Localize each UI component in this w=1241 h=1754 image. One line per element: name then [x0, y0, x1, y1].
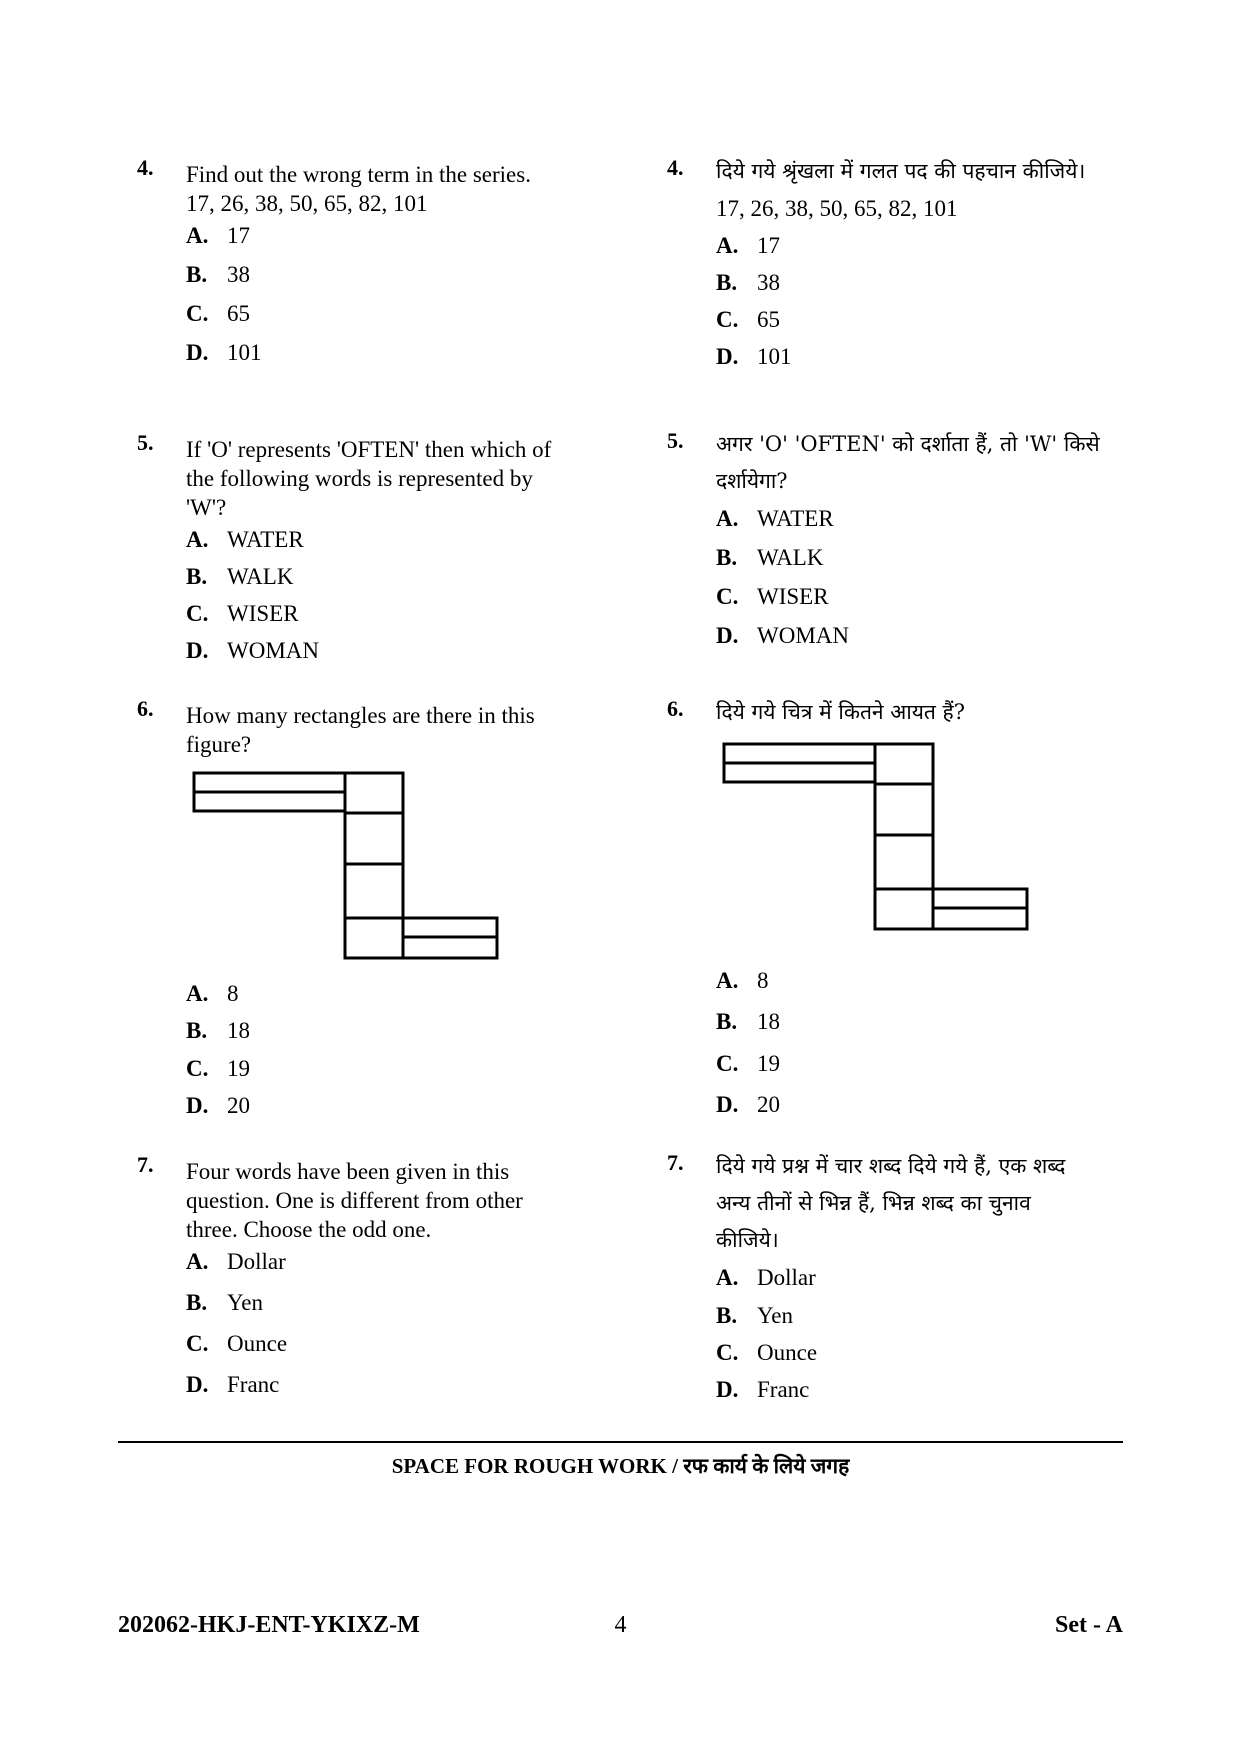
question-number: 7.	[137, 1152, 154, 1177]
option-c[interactable]: C. Ounce	[716, 1340, 818, 1365]
option-b[interactable]: B. WALK	[716, 545, 824, 570]
cell-2	[875, 784, 933, 835]
question-text: If 'O' represents 'OFTEN' then which of the following words is represented by 'W'?	[186, 437, 552, 520]
option-b[interactable]: B. 38	[716, 270, 780, 295]
question-number: 6.	[667, 696, 684, 721]
option-d[interactable]: D. WOMAN	[716, 623, 849, 648]
question-text: दिये गये श्रृंखला में गलत पद की पहचान कीजिये। 17, 26, 38, 50, 65, 82, 101	[716, 159, 1086, 221]
question-text: दिये गये प्रश्न में चार शब्द दिये गये हैं, एक शब्द अन्य तीनों से भिन्न हैं, भिन्न शब्द का चुनाव कीजिये।	[716, 1154, 1066, 1252]
cell-1	[345, 773, 403, 813]
option-c[interactable]: C. 65	[716, 307, 780, 332]
paper-code: 202062-HKJ-ENT-YKIXZ-M	[118, 1612, 420, 1638]
option-a[interactable]: A. WATER	[186, 527, 304, 552]
option-c[interactable]: C. 65	[186, 301, 250, 326]
option-b[interactable]: B. 18	[186, 1018, 250, 1043]
bar-right-bottom	[933, 908, 1027, 929]
question-number: 5.	[137, 430, 154, 455]
option-b[interactable]: B. 38	[186, 262, 250, 287]
cell-4	[875, 889, 933, 929]
cell-3	[345, 864, 403, 918]
bar-right-top	[403, 918, 497, 937]
set-label: Set - A	[1055, 1612, 1123, 1638]
option-d[interactable]: D. Franc	[186, 1372, 280, 1397]
rectangle-figure	[192, 771, 502, 971]
cell-3	[875, 835, 933, 889]
option-a[interactable]: A. Dollar	[186, 1249, 286, 1274]
bar-bottom	[194, 792, 345, 811]
option-d[interactable]: D. 20	[186, 1093, 250, 1118]
option-a[interactable]: A. 17	[716, 233, 780, 258]
option-c[interactable]: C. Ounce	[186, 1331, 288, 1356]
bar-bottom	[724, 763, 875, 782]
cell-1	[875, 744, 933, 784]
option-a[interactable]: A. WATER	[716, 506, 834, 531]
option-d[interactable]: D. Franc	[716, 1377, 810, 1402]
option-b[interactable]: B. Yen	[716, 1303, 794, 1328]
option-c[interactable]: C. WISER	[716, 584, 829, 609]
option-d[interactable]: D. 101	[716, 344, 792, 369]
question-number: 6.	[137, 696, 154, 721]
option-a[interactable]: A. 17	[186, 223, 250, 248]
question-text: दिये गये चित्र में कितने आयत हैं?	[716, 700, 965, 724]
bar-right-bottom	[403, 937, 497, 958]
option-b[interactable]: B. WALK	[186, 564, 294, 589]
rough-work-heading: SPACE FOR ROUGH WORK / रफ कार्य के लिये जगह	[391, 1454, 850, 1478]
cell-2	[345, 813, 403, 864]
question-number: 5.	[667, 428, 684, 453]
question-text: Four words have been given in this question. One is different from other three. Choose the odd one.	[186, 1159, 523, 1242]
option-d[interactable]: D. 101	[186, 340, 262, 365]
rectangle-figure-svg	[192, 771, 502, 971]
option-c[interactable]: C. 19	[716, 1051, 780, 1076]
rectangle-figure-svg	[722, 742, 1032, 942]
option-b[interactable]: B. 18	[716, 1009, 780, 1034]
question-number: 7.	[667, 1150, 684, 1175]
option-b[interactable]: B. Yen	[186, 1290, 264, 1315]
bar-top	[194, 773, 345, 792]
page-number: 4	[614, 1612, 627, 1638]
option-a[interactable]: A. 8	[186, 981, 239, 1006]
question-text: अगर 'O' 'OFTEN' को दर्शाता हैं, तो 'W' किसे दर्शायेगा?	[716, 432, 1100, 493]
rectangle-figure	[722, 742, 1032, 942]
bar-right-top	[933, 889, 1027, 908]
option-a[interactable]: A. Dollar	[716, 1265, 816, 1290]
option-c[interactable]: C. WISER	[186, 601, 299, 626]
option-d[interactable]: D. WOMAN	[186, 638, 319, 663]
cell-4	[345, 918, 403, 958]
bar-top	[724, 744, 875, 763]
question-text: How many rectangles are there in this figure?	[186, 703, 535, 757]
rough-work-divider	[118, 1441, 1123, 1443]
option-a[interactable]: A. 8	[716, 968, 769, 993]
question-number: 4.	[137, 155, 154, 180]
question-text: Find out the wrong term in the series. 17, 26, 38, 50, 65, 82, 101	[186, 162, 531, 216]
question-number: 4.	[667, 155, 684, 180]
option-c[interactable]: C. 19	[186, 1056, 250, 1081]
option-d[interactable]: D. 20	[716, 1092, 780, 1117]
